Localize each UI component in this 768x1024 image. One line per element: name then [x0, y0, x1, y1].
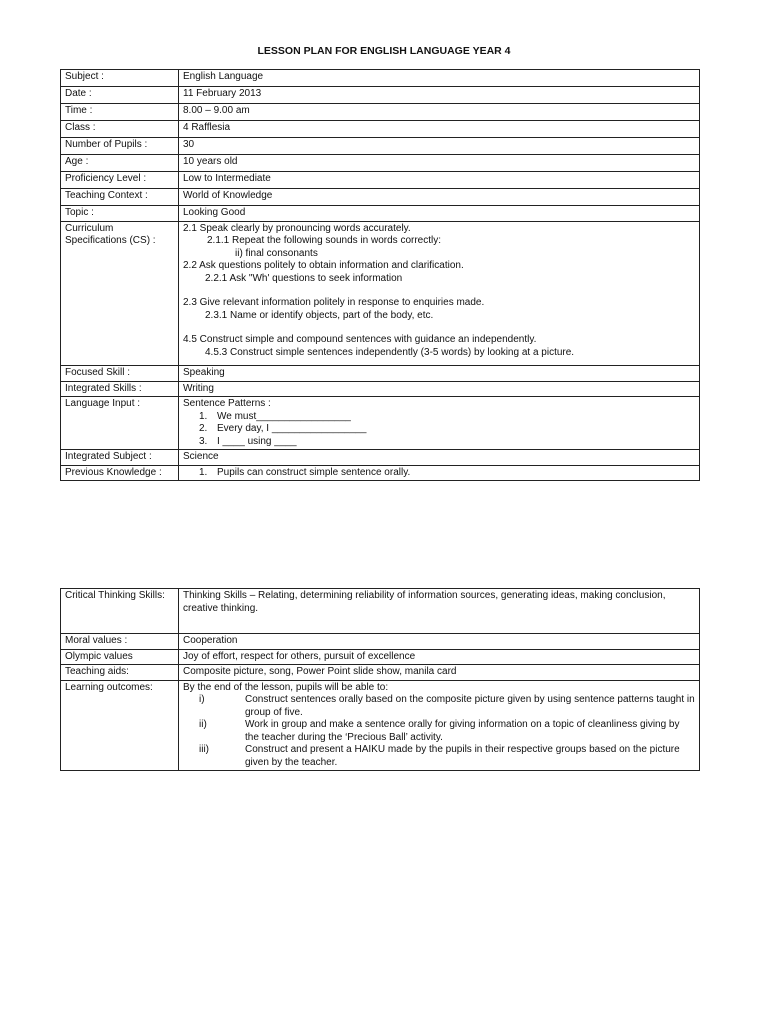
language-input-label: Language Input :	[61, 397, 179, 450]
proficiency-label: Proficiency Level :	[61, 172, 179, 189]
table-row	[61, 680, 700, 771]
critical-thinking-value: Thinking Skills – Relating, determining reliability of information sources, generating ideas, making conclusion, creative thinking.	[179, 589, 700, 634]
age-value: 10 years old	[179, 155, 700, 172]
teaching-aids-label: Teaching aids:	[61, 665, 179, 681]
time-label: Time :	[61, 104, 179, 121]
table-row	[61, 70, 700, 87]
table-row	[61, 450, 700, 466]
critical-thinking-label: Critical Thinking Skills:	[61, 589, 179, 634]
list-item: 2. Every day, I _________________	[199, 423, 367, 434]
cs-line: 2.3 Give relevant information politely in response to enquiries made.	[183, 297, 485, 308]
moral-values-value: Cooperation	[179, 634, 700, 650]
cs-label: Curriculum Specifications (CS) :	[61, 221, 179, 366]
table-row	[61, 381, 700, 397]
cs-value	[179, 221, 700, 366]
previous-knowledge-label: Previous Knowledge :	[61, 465, 179, 481]
cs-line: 2.2 Ask questions politely to obtain information and clarification.	[183, 260, 464, 271]
table-row	[61, 155, 700, 172]
pupils-value: 30	[179, 138, 700, 155]
integrated-skills-value: Writing	[179, 381, 700, 397]
cs-line: 2.1 Speak clearly by pronouncing words accurately.	[183, 222, 411, 234]
olympic-values-label: Olympic values	[61, 649, 179, 665]
previous-knowledge-value	[179, 465, 700, 481]
date-label: Date :	[61, 87, 179, 104]
cs-line: 2.2.1 Ask "Wh' questions to seek information	[205, 272, 403, 284]
table-row	[61, 366, 700, 382]
table-row	[61, 649, 700, 665]
lesson-objectives-table	[60, 588, 700, 771]
pupils-label: Number of Pupils :	[61, 138, 179, 155]
table-row	[61, 87, 700, 104]
topic-value: Looking Good	[179, 206, 700, 222]
context-label: Teaching Context :	[61, 189, 179, 206]
context-value: World of Knowledge	[179, 189, 700, 206]
integrated-skills-label: Integrated Skills :	[61, 381, 179, 397]
table-row	[61, 189, 700, 206]
list-item: 1. Pupils can construct simple sentence orally.	[199, 466, 411, 478]
table-row	[61, 138, 700, 155]
table-row	[61, 221, 700, 366]
table-row	[61, 206, 700, 222]
cs-line: 2.1.1 Repeat the following sounds in words correctly:	[207, 235, 442, 246]
integrated-subject-value: Science	[179, 450, 700, 466]
date-value: 11 February 2013	[179, 87, 700, 104]
age-label: Age :	[61, 155, 179, 172]
list-item: iii) Construct and present a HAIKU made by the pupils in their respective groups based on the picture given by the teacher.	[199, 744, 680, 768]
cs-line: 2.3.1 Name or identify objects, part of the body, etc.	[205, 309, 434, 321]
subject-label: Subject :	[61, 70, 179, 87]
proficiency-value: Low to Intermediate	[179, 172, 700, 189]
class-label: Class :	[61, 121, 179, 138]
table-row	[61, 104, 700, 121]
table-row	[61, 121, 700, 138]
document-title: LESSON PLAN FOR ENGLISH LANGUAGE YEAR 4	[257, 45, 511, 57]
cs-line: 4.5.3 Construct simple sentences independently (3-5 words) by looking at a picture.	[205, 346, 575, 358]
teaching-aids-value: Composite picture, song, Power Point slide show, manila card	[179, 665, 700, 681]
table-row	[61, 589, 700, 634]
cs-line: ii) final consonants	[235, 247, 318, 259]
class-value: 4 Rafflesia	[179, 121, 700, 138]
learning-outcomes-label: Learning outcomes:	[61, 680, 179, 771]
topic-label: Topic :	[61, 206, 179, 222]
focused-skill-label: Focused Skill :	[61, 366, 179, 382]
list-item: ii) Work in group and make a sentence orally for giving information on a topic of cleanliness giving by the teacher during the ‘Precious Ball’ activity.	[199, 719, 680, 743]
time-value: 8.00 – 9.00 am	[179, 104, 700, 121]
list-item: 1. We must_________________	[199, 410, 351, 422]
outcomes-intro: By the end of the lesson, pupils will be able to:	[183, 681, 389, 693]
moral-values-label: Moral values :	[61, 634, 179, 650]
table-row	[61, 465, 700, 481]
focused-skill-value: Speaking	[179, 366, 700, 382]
list-item: i) Construct sentences orally based on the composite picture given by using sentence patterns taught in group of five.	[199, 694, 695, 718]
cs-line: 4.5 Construct simple and compound sentences with guidance an independently.	[183, 334, 537, 345]
language-input-value	[179, 397, 700, 450]
lesson-details-table	[60, 69, 700, 481]
learning-outcomes-value	[179, 680, 700, 771]
list-item: 3. I ____ using ____	[199, 435, 297, 447]
olympic-values-value: Joy of effort, respect for others, pursuit of excellence	[179, 649, 700, 665]
subject-value: English Language	[179, 70, 700, 87]
table-row	[61, 634, 700, 650]
table-row	[61, 397, 700, 450]
integrated-subject-label: Integrated Subject :	[61, 450, 179, 466]
sentence-patterns-heading: Sentence Patterns :	[183, 398, 271, 409]
table-row	[61, 665, 700, 681]
table-row	[61, 172, 700, 189]
